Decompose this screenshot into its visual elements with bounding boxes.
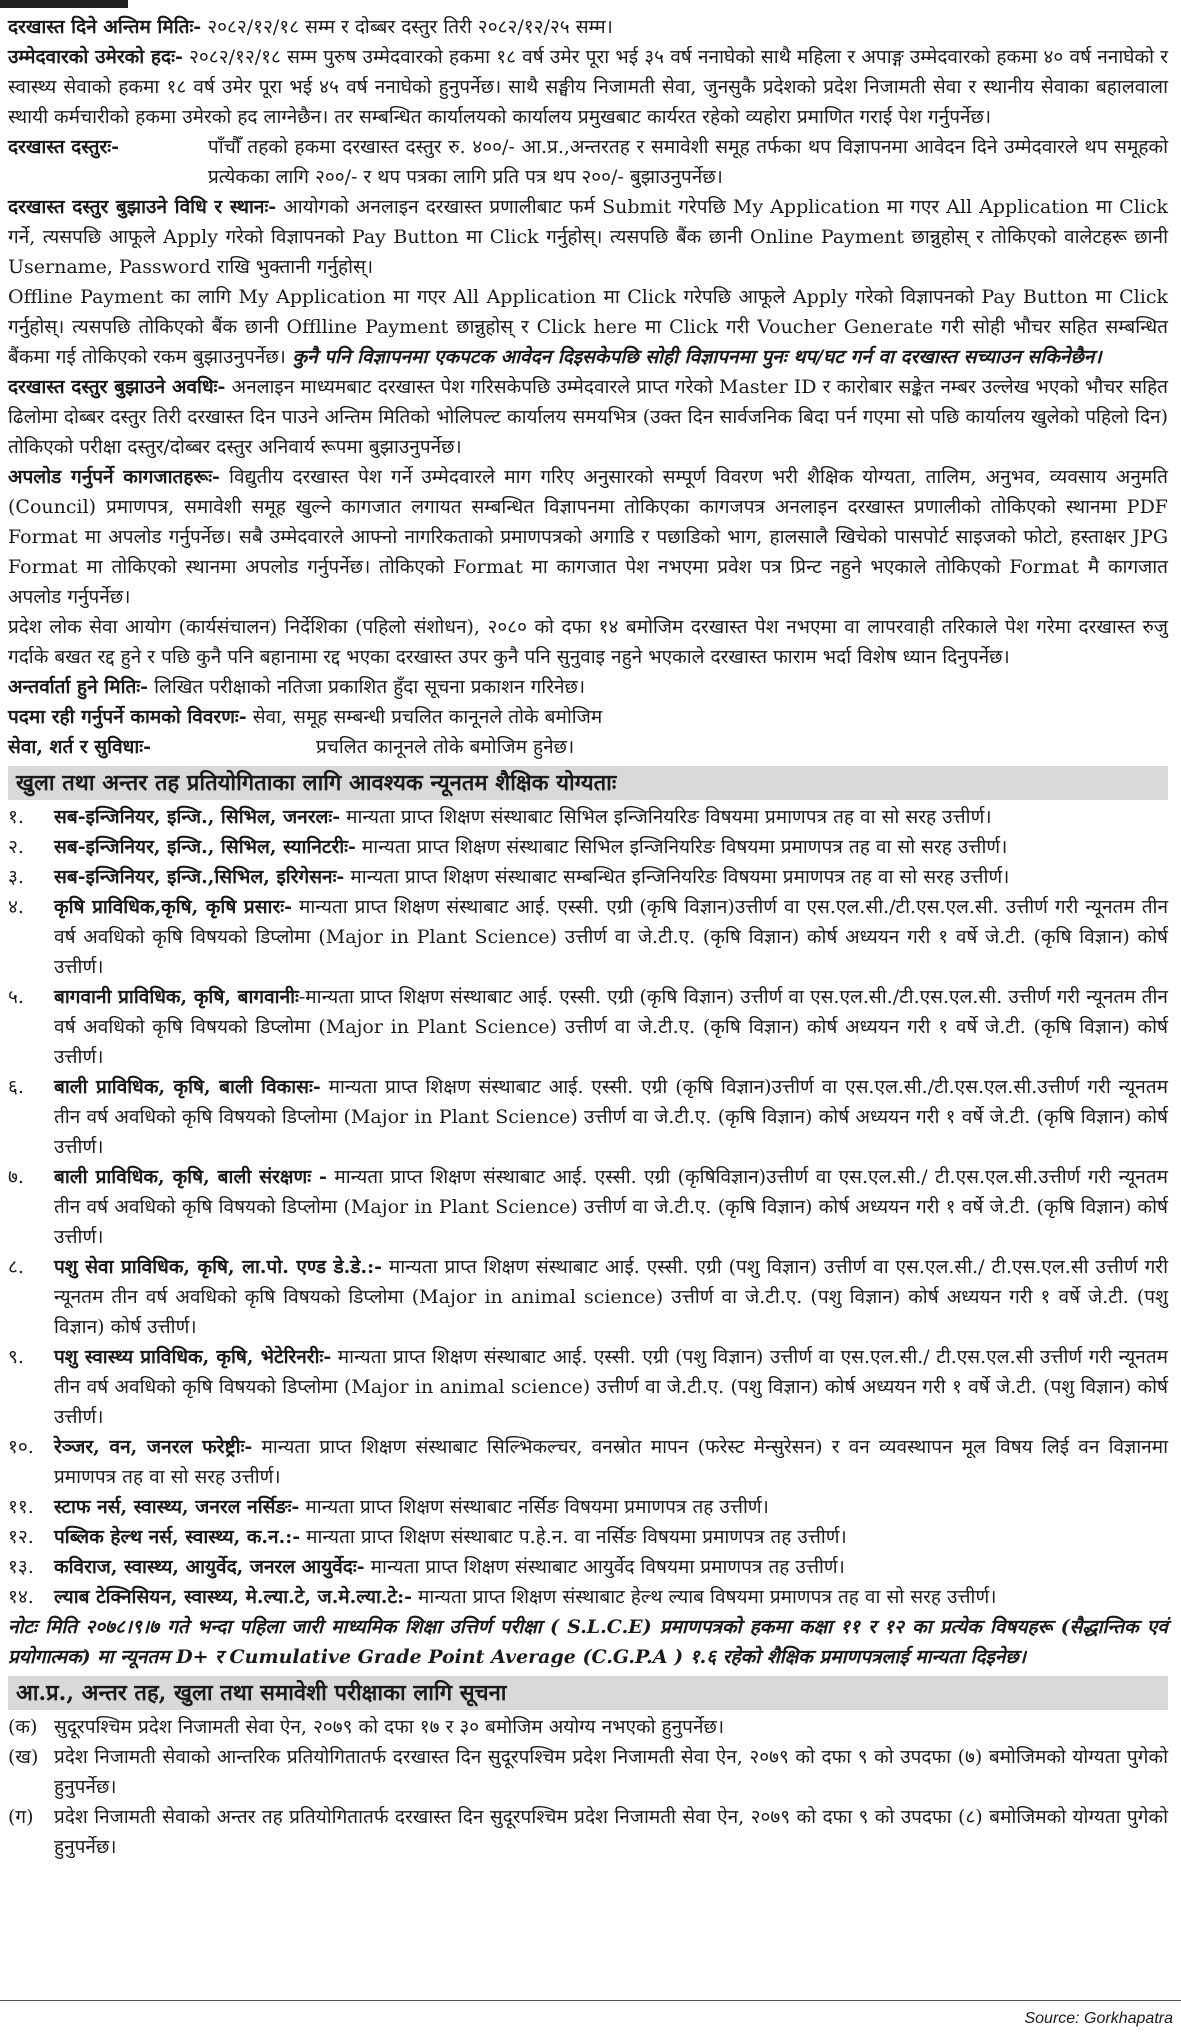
requirement: मान्यता प्राप्त शिक्षण संस्थाबाट नर्सिङ विषयमा प्रमाणपत्र तह उत्तीर्ण। <box>299 1496 769 1518</box>
requirement: मान्यता प्राप्त शिक्षण संस्थाबाट सिभिल इन्जिनियरिङ विषयमा प्रमाणपत्र तह वा सो सरह उत्तीर्ण। <box>340 806 992 828</box>
requirement: मान्यता प्राप्त शिक्षण संस्थाबाट आई. एस्सी. एग्री (पशु विज्ञान) उत्तीर्ण वा एस.एल.सी./ टी.एस.एल.सी उत्तीर्ण गरी न्यूनतम तीन वर्ष अवधिको कृषि विषयको डिप्लोमा (Major in animal science) उत्तीर्ण वा जे.टी.ए. (पशु विज्ञान) कोर्ष अध्ययन गरी १ वर्षे जे.टी. (पशु विज्ञान) कोर्ष उत्तीर्ण। <box>54 1256 1168 1338</box>
item-number: ११. <box>8 1496 34 1518</box>
payment-method: दरखास्त दस्तुर बुझाउने विधि र स्थानः- आयोगको अनलाइन दरखास्त प्रणालीबाट फर्म Submit गरेपछि My Application मा गएर All Application मा Click गर्ने, त्यसपछि आफूले Apply गरेको विज्ञापनको Pay Button मा Click गर्नुहोस्। त्यसपछि बैंक छानी Online Payment छान्नुहोस् र तोकिएको वालेटहरू छानी Username, Password राखि भुक्तानी गर्नुहोस्। <box>8 196 1169 278</box>
qualification-item <box>8 802 1168 832</box>
post-title: सब-इन्जिनियर, इन्जि., सिभिल, जनरलः- <box>54 806 341 828</box>
interview-date: अन्तर्वार्ता हुने मितिः- लिखित परीक्षाको नतिजा प्रकाशित हुँदा सूचना प्रकाशन गरिनेछ। <box>8 676 586 698</box>
qualification-item <box>8 1162 1168 1252</box>
requirement: मान्यता प्राप्त शिक्षण संस्थाबाट प.हे.न. वा नर्सिङ विषयमा प्रमाणपत्र तह उत्तीर्ण। <box>300 1526 847 1548</box>
requirement: मान्यता प्राप्त शिक्षण संस्थाबाट हेल्थ ल्याब विषयमा प्रमाणपत्र तह वा सो सरह उत्तीर्ण। <box>412 1586 997 1608</box>
post-title: कृषि प्राविधिक,कृषि, कृषि प्रसारः- <box>54 896 292 918</box>
item-number: ६. <box>8 1076 24 1098</box>
qualification-item <box>8 1252 1168 1342</box>
item-number: ३. <box>8 866 24 888</box>
item-label: (क) <box>8 1716 38 1738</box>
qualification-item <box>8 1342 1168 1432</box>
notice-heading: आ.प्र., अन्तर तह, खुला तथा समावेशी परीक्षाका लागि सूचना <box>8 1676 1168 1710</box>
post-title: बाली प्राविधिक, कृषि, बाली संरक्षणः - <box>54 1166 327 1188</box>
notice-text: प्रदेश निजामती सेवाको अन्तर तह प्रतियोगितातर्फ दरखास्त दिन सुदूरपश्चिम प्रदेश निजामती सेवा ऐन, २०७९ को दफा ९ को उपदफा (८) बमोजिमको योग्यता पुगेको हुनुपर्नेछ। <box>54 1806 1168 1858</box>
requirement: मान्यता प्राप्त शिक्षण संस्थाबाट सम्बन्धित इन्जिनियरिङ विषयमा प्रमाणपत्र तह वा सो सरह उत्तीर्ण। <box>344 866 1010 888</box>
directive: प्रदेश लोक सेवा आयोग (कार्यसंचालन) निर्देशिका (पहिलो संशोधन), २०८० को दफा १४ बमोजिम दरखास्त पेश नभएमा वा लापरवाही तरिकाले पेश गरेमा दरखास्त रुजु गर्दाके बखत रद्द हुने र पछि कुनै पनि बहानामा रद्द भएका दरखास्त उपर कुनै पनि सुनुवाइ नहुने भएकाले दरखास्त फाराम भर्दा विशेष ध्यान दिनुपर्नेछ। <box>8 616 1168 668</box>
age-limit: उम्मेदवारको उमेरको हदः- २०८२/१२/१८ सम्म पुरुष उम्मेदवारको हकमा १८ वर्ष उमेर पूरा भई ३५ वर्ष ननाघेको साथै महिला र अपाङ्ग उम्मेदवारको हकमा ४० वर्ष ननाघेको र स्वास्थ्य सेवाको हकमा १८ वर्ष उमेर पूरा भई ४५ वर्ष ननाघेको हुनुपर्नेछ। साथै सङ्घीय निजामती सेवा, जुनसुकै प्रदेशको प्रदेश निजामती सेवा र स्थानीय सेवाका बहालवाला स्थायी कर्मचारीको हकमा उमेरको हद लाग्नेछैन। तर सम्बन्धित कार्यालयको कार्यालय प्रमुखबाट कार्यरत रहेको व्यहोरा प्रमाणित गराई पेश गर्नुपर्नेछ। <box>8 46 1168 128</box>
qualification-item <box>8 982 1168 1072</box>
requirement: मान्यता प्राप्त शिक्षण संस्थाबाट आई. एस्सी. एग्री (कृषि विज्ञान)उत्तीर्ण वा एस.एल.सी./टी.एस.एल.सी.उत्तीर्ण गरी न्यूनतम तीन वर्ष अवधिको कृषि विषयको डिप्लोमा (Major in Plant Science) उत्तीर्ण वा जे.टी.ए. (कृषि विज्ञान) कोर्ष अध्ययन गरी १ वर्षे जे.टी. (कृषि विज्ञान) कोर्ष उत्तीर्ण। <box>54 1076 1168 1158</box>
application-fee: दरखास्त दस्तुरः- पाँचौँ तहको हकमा दरखास्त दस्तुर रु. ४००/- आ.प्र.,अन्तरतह र समावेशी समूह तर्फका थप विज्ञापनमा आवेदन दिने उम्मेदवारले थप समूहको प्रत्येकका लागि २००/- र थप पत्रका लागि प्रति पत्र थप २००/- बुझाउनुपर्नेछ। <box>8 136 1168 188</box>
post-title: रेञ्जर, वन, जनरल फरेष्ट्रीः- <box>54 1436 253 1458</box>
item-number: ५. <box>8 986 24 1008</box>
item-number: ८. <box>8 1256 24 1278</box>
item-number: ९. <box>8 1346 24 1368</box>
qualification-item <box>8 1522 1168 1552</box>
post-title: कविराज, स्वास्थ्य, आयुर्वेद, जनरल आयुर्वेदः- <box>54 1556 365 1578</box>
top-rule <box>0 0 128 8</box>
qualification-item <box>8 1552 1168 1582</box>
notice-text: प्रदेश निजामती सेवाको आन्तरिक प्रतियोगितातर्फ दरखास्त दिन सुदूरपश्चिम प्रदेश निजामती सेवा ऐन, २०७९ को दफा ९ को उपदफा (७) बमोजिमको योग्यता पुगेको हुनुपर्नेछ। <box>54 1746 1168 1798</box>
requirement: -मान्यता प्राप्त शिक्षण संस्थाबाट आई. एस्सी. एग्री (कृषि विज्ञान) उत्तीर्ण वा एस.एल.सी./टी.एस.एल.सी. उत्तीर्ण गरी न्यूनतम तीन वर्ष अवधिको कृषि विषयको डिप्लोमा (Major in Plant Science) उत्तीर्ण वा जे.टी.ए. (कृषि विज्ञान) कोर्ष अध्ययन गरी १ वर्षे जे.टी. (कृषि विज्ञान) कोर्ष उत्तीर्ण। <box>54 986 1168 1068</box>
item-label: (ग) <box>8 1806 34 1828</box>
source-credit: Source: Gorkhapatra <box>1024 2010 1173 2027</box>
item-number: १३. <box>8 1556 34 1578</box>
footer-divider <box>0 2000 1181 2001</box>
requirement: मान्यता प्राप्त शिक्षण संस्थाबाट आयुर्वेद विषयमा प्रमाणपत्र तह उत्तीर्ण। <box>364 1556 845 1578</box>
note: नोटः मिति २०७८।९।७ गते भन्दा पहिला जारी माध्यमिक शिक्षा उत्तिर्ण परीक्षा ( S.L.C.E) प्रमाणपत्रको हकमा कक्षा ११ र १२ का प्रत्येक विषयहरू (सैद्धान्तिक एवं प्रयोगात्मक) मा न्यूनतम D+ र Cumulative Grade Point Average (C.G.P.A ) १.६ रहेको शैक्षिक प्रमाणपत्रलाई मान्यता दिइनेछ। <box>8 1616 1168 1668</box>
notice-item <box>8 1712 1168 1742</box>
requirement: मान्यता प्राप्त शिक्षण संस्थाबाट सिल्भिकल्चर, वनस्रोत मापन (फरेस्ट मेन्सुरेसन) र वन व्यवस्थापन मूल विषय लिई वन विज्ञानमा प्रमाणपत्र तह वा सो सरह उत्तीर्ण। <box>54 1436 1168 1488</box>
notice-text: सुदूरपश्चिम प्रदेश निजामती सेवा ऐन, २०७९ को दफा १७ र ३० बमोजिम अयोग्य नभएको हुनुपर्नेछ। <box>54 1716 725 1738</box>
requirement: मान्यता प्राप्त शिक्षण संस्थाबाट आई. एस्सी. एग्री (कृषिविज्ञान)उत्तीर्ण वा एस.एल.सी./ टी.एस.एल.सी.उत्तीर्ण गरी न्यूनतम तीन वर्ष अवधिको कृषि विषयको डिप्लोमा (Major in Plant Science) उत्तीर्ण वा जे.टी.ए. (कृषि विज्ञान) कोर्ष अध्ययन गरी १ वर्षे जे.टी. (कृषि विज्ञान) कोर्ष उत्तीर्ण। <box>54 1166 1168 1248</box>
post-title: बाली प्राविधिक, कृषि, बाली विकासः- <box>54 1076 321 1098</box>
job-duties: पदमा रही गर्नुपर्ने कामको विवरणः- सेवा, समूह सम्बन्धी प्रचलित कानूनले तोके बमोजिम <box>8 706 603 728</box>
post-title: स्टाफ नर्स, स्वास्थ्य, जनरल नर्सिङः- <box>54 1496 300 1518</box>
item-label: (ख) <box>8 1746 39 1768</box>
qualification-list <box>8 802 1168 1612</box>
item-number: १२. <box>8 1526 34 1548</box>
offline-payment: Offline Payment का लागि My Application मा गएर All Application मा Click गरेपछि आफूले Apply गरेको विज्ञापनको Pay Button मा Click गर्नुहोस्। त्यसपछि तोकिएको बैंक छानी Offlline Payment छान्नुहोस् र Click here मा Click गरी Voucher Generate गरी सोही भौचर सहित सम्बन्धित बैंकमा गई तोकिएको रकम बुझाउनुपर्नेछ। कुनै पनि विज्ञापनमा एकपटक आवेदन दिइसकेपछि सोही विज्ञापनमा पुनः थप/घट गर्न वा दरखास्त सच्याउन सकिनेछैन। <box>8 286 1168 368</box>
post-title: पशु सेवा प्राविधिक, कृषि, ला.पो. एण्ड डे.डे.:- <box>54 1256 382 1278</box>
requirement: मान्यता प्राप्त शिक्षण संस्थाबाट सिभिल इन्जिनियरिङ विषयमा प्रमाणपत्र तह वा सो सरह उत्तीर्ण। <box>355 836 1008 858</box>
qualification-item <box>8 1492 1168 1522</box>
item-number: ४. <box>8 896 24 918</box>
qualification-item <box>8 1432 1168 1492</box>
post-title: पब्लिक हेल्थ नर्स, स्वास्थ्य, क.न.:- <box>54 1526 301 1548</box>
notice-item <box>8 1742 1168 1802</box>
qualification-heading: खुला तथा अन्तर तह प्रतियोगिताका लागि आवश्यक न्यूनतम शैक्षिक योग्यताः <box>8 766 1168 800</box>
item-number: २. <box>8 836 24 858</box>
qualification-item <box>8 1072 1168 1162</box>
item-number: १०. <box>8 1436 34 1458</box>
payment-period: दरखास्त दस्तुर बुझाउने अवधिः- अनलाइन माध्यमबाट दरखास्त पेश गरिसकेपछि उम्मेदवारले प्राप्त गरेको Master ID र कारोबार सङ्केत नम्बर उल्लेख भएको भौचर सहित ढिलोमा दोब्बर दस्तुर तिरी दरखास्त दिन पाउने अन्तिम मितिको भोलिपल्ट कार्यालय समयभित्र (उक्त दिन सार्वजनिक बिदा पर्न गएमा सो पछि कार्यालय खुलेको पहिलो दिन) तोकिएको परीक्षा दस्तुर/दोब्बर दस्तुर अनिवार्य रूपमा बुझाउनुपर्नेछ। <box>8 376 1168 458</box>
qualification-item <box>8 892 1168 982</box>
qualification-item <box>8 832 1168 862</box>
post-title: सब-इन्जिनियर, इन्जि., सिभिल, स्यानिटरीः- <box>54 836 356 858</box>
item-number: १. <box>8 806 24 828</box>
post-title: बागवानी प्राविधिक, कृषि, बागवानीः <box>54 986 299 1008</box>
requirement: मान्यता प्राप्त शिक्षण संस्थाबाट आई. एस्सी. एग्री (पशु विज्ञान) उत्तीर्ण वा एस.एल.सी./ टी.एस.एल.सी उत्तीर्ण गरी न्यूनतम तीन वर्ष अवधिको कृषि विषयको डिप्लोमा (Major in animal science) उत्तीर्ण वा जे.टी.ए. (पशु विज्ञान) कोर्ष अध्ययन गरी १ वर्षे जे.टी. (पशु विज्ञान) कोर्ष उत्तीर्ण। <box>54 1346 1169 1428</box>
service-terms: सेवा, शर्त र सुविधाः- प्रचलित कानूनले तोके बमोजिम हुनेछ। <box>8 736 575 758</box>
post-title: सब-इन्जिनियर, इन्जि.,सिभिल, इरिगेसनः- <box>54 866 345 888</box>
notice-list <box>8 1712 1168 1862</box>
requirement: मान्यता प्राप्त शिक्षण संस्थाबाट आई. एस्सी. एग्री (कृषि विज्ञान)उत्तीर्ण वा एस.एल.सी./टी.एस.एल.सी. उत्तीर्ण गरी न्यूनतम तीन वर्ष अवधिको कृषि विषयको डिप्लोमा (Major in Plant Science) उत्तीर्ण वा जे.टी.ए. (कृषि विज्ञान) कोर्ष अध्ययन गरी १ वर्षे जे.टी. (कृषि विज्ञान) कोर्ष उत्तीर्ण। <box>54 896 1168 978</box>
upload-documents: अपलोड गर्नुपर्ने कागजातहरूः- विद्युतीय दरखास्त पेश गर्ने उम्मेदवारले माग गरिए अनुसारको सम्पूर्ण विवरण भरी शैक्षिक योग्यता, तालिम, अनुभव, व्यवसाय अनुमति (Council) प्रमाणपत्र, समावेशी समूह खुल्ने कागजात लगायत सम्बन्धित विज्ञापनमा तोकिएका कागजपत्र अनलाइन दरखास्त प्रणालीको तोकिएको स्थानमा PDF Format मा अपलोड गर्नुपर्नेछ। सबै उम्मेदवारले आफ्नो नागरिकताको प्रमाणपत्रको अगाडि र पछाडिको भाग, हालसालै खिचेको पासपोर्ट साइजको फोटो, हस्ताक्षर JPG Format मा तोकिएको स्थानमा अपलोड गर्नुपर्नेछ। तोकिएको Format मा कागजात पेश नभएमा प्रवेश पत्र प्रिन्ट नहुने भएकाले तोकिएको Format मै कागजात अपलोड गर्नुपर्नेछ। <box>8 466 1168 608</box>
qualification-item <box>8 862 1168 892</box>
item-number: ७. <box>8 1166 24 1188</box>
qualification-item <box>8 1582 1168 1612</box>
post-title: पशु स्वास्थ्य प्राविधिक, कृषि, भेटेरिनरीः- <box>54 1346 332 1368</box>
deadline: दरखास्त दिने अन्तिम मितिः- २०८२/१२/१८ सम्म र दोब्बर दस्तुर तिरी २०८२/१२/२५ सम्म। <box>8 16 613 38</box>
post-title: ल्याब टेक्निसियन, स्वास्थ्य, मे.ल्या.टे, ज.मे.ल्या.टे:- <box>54 1586 412 1608</box>
notice-item <box>8 1802 1168 1862</box>
item-number: १४. <box>8 1586 34 1608</box>
notice-document <box>8 12 1168 1862</box>
